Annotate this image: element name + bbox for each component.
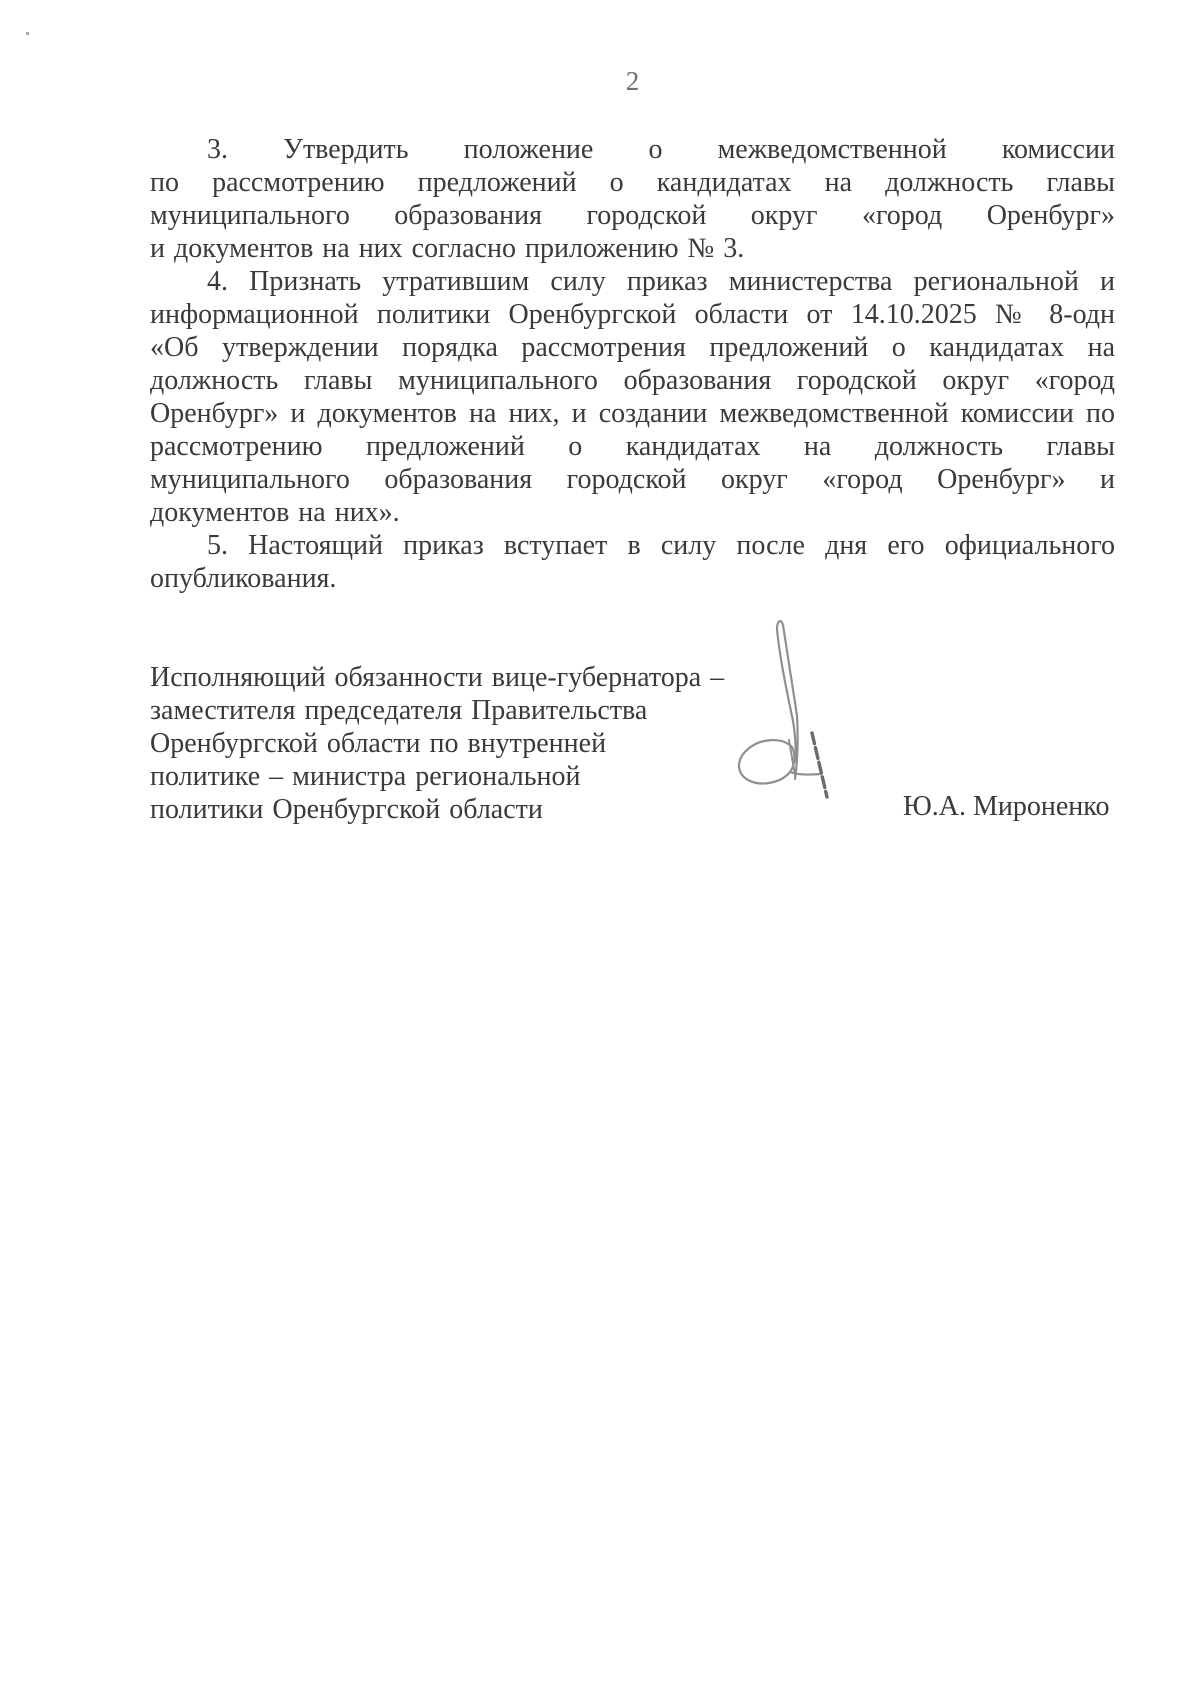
- signatory-title: [150, 661, 770, 826]
- text-line: документов на них».: [150, 497, 400, 528]
- text-line: и документов на них согласно приложению № 3.: [150, 233, 745, 264]
- text-line: Исполняющий обязанности вице-губернатора –: [150, 662, 725, 693]
- text-line: политики Оренбургской области: [150, 794, 543, 825]
- text-line: информационной политики Оренбургской области от 14.10.2025 № 8-одн: [150, 299, 1115, 330]
- text-line: 4. Признать утратившим силу приказ министерства региональной и: [207, 266, 1115, 297]
- page-number: 2: [625, 66, 640, 96]
- text-line: 3. Утвердить положение о межведомственной комиссии: [207, 134, 1115, 165]
- paragraph-item-3: [150, 133, 1115, 265]
- signatory-name: Ю.А. Мироненко: [903, 791, 1110, 822]
- text-line: должность главы муниципального образования городской округ «город: [150, 365, 1115, 396]
- text-line: Оренбургской области по внутренней: [150, 728, 607, 759]
- text-line: муниципального образования городской округ «город Оренбург» и: [150, 464, 1115, 495]
- handwritten-signature: [733, 616, 835, 804]
- text-line: 5. Настоящий приказ вступает в силу после дня его официального: [207, 530, 1115, 561]
- text-line: политике – министра региональной: [150, 761, 581, 792]
- text-line: муниципального образования городской округ «город Оренбург»: [150, 200, 1115, 231]
- text-line: по рассмотрению предложений о кандидатах на должность главы: [150, 167, 1115, 198]
- text-line: «Об утверждении порядка рассмотрения предложений о кандидатах на: [150, 332, 1115, 363]
- paragraph-item-4: [150, 265, 1115, 529]
- text-line: заместителя председателя Правительства: [150, 695, 648, 726]
- paragraph-item-5: [150, 529, 1115, 595]
- text-line: рассмотрению предложений о кандидатах на должность главы: [150, 431, 1115, 462]
- document-body: [150, 133, 1115, 595]
- text-line: опубликования.: [150, 563, 337, 594]
- text-line: Оренбург» и документов на них, и создании межведомственной комиссии по: [150, 398, 1115, 429]
- scan-artifact-dot: [26, 32, 29, 35]
